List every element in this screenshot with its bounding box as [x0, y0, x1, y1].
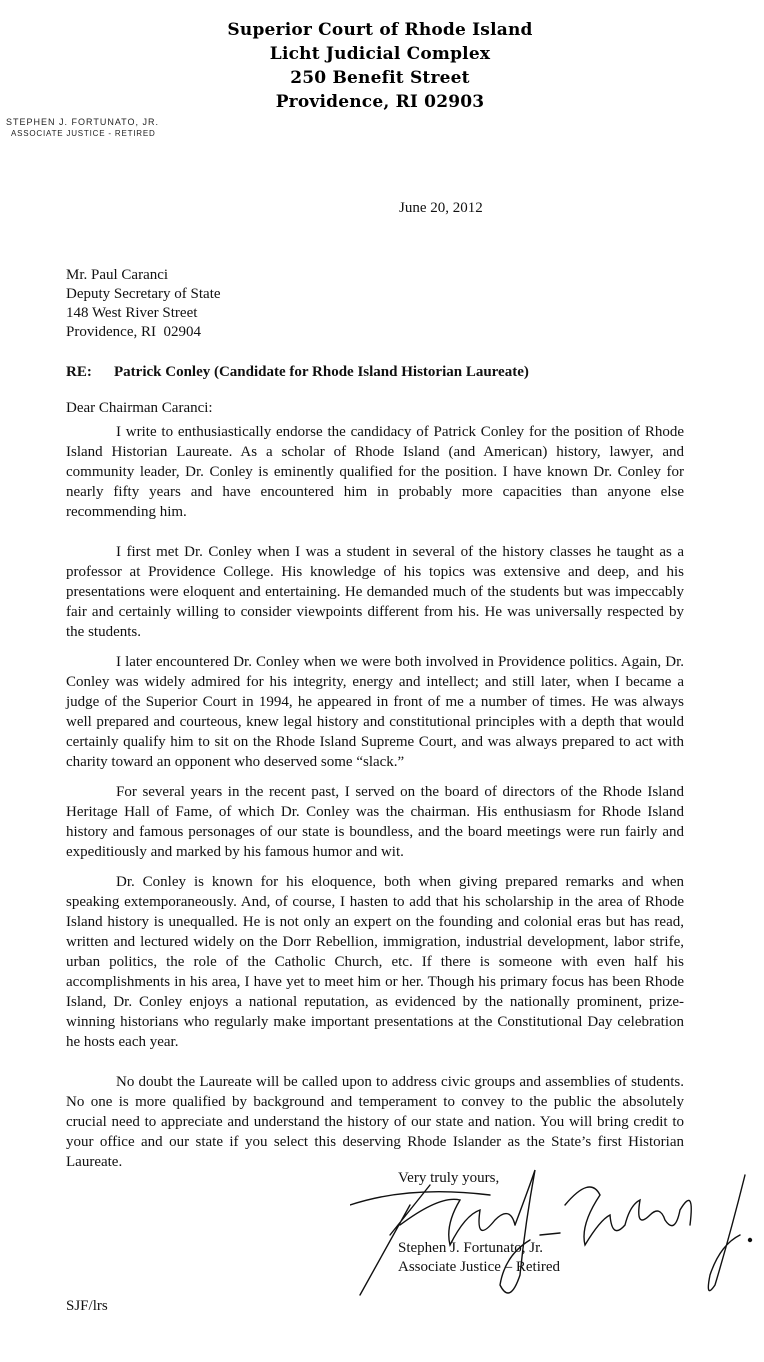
subject-text: Patrick Conley (Candidate for Rhode Island Historian Laureate) — [114, 364, 529, 380]
letter-date: June 20, 2012 — [399, 200, 483, 216]
subject-line — [66, 364, 529, 381]
sender-name: STEPHEN J. FORTUNATO, JR. — [6, 117, 160, 127]
closing: Very truly yours, — [398, 1170, 500, 1186]
recipient-address — [66, 266, 221, 342]
salutation: Dear Chairman Caranci: — [66, 400, 213, 416]
recipient-city: Providence, RI 02904 — [66, 324, 201, 340]
paragraph-4: For several years in the recent past, I served on the board of directors of the Rhode Island Heritage Hall of Fame, of which Dr. Conley was the chairman. His enthusiasm for Rhode Island history and famous personages of our state is boundless, and the board meetings were run fairly and expeditiously and marked by his famous humor and wit. — [66, 784, 684, 860]
handwritten-signature-icon — [350, 1165, 764, 1305]
letterhead — [200, 18, 560, 114]
paragraph-5: Dr. Conley is known for his eloquence, both when giving prepared remarks and when speaking extemporaneously. And, of course, I hasten to add that his scholarship in the area of Rhode Island history is unequalled. He is not only an expert on the founding and colonial eras but has read, written and lectured widely on the Dorr Rebellion, immigration, industrial development, labor strife, urban politics, the role of the Catholic Church, etc. If there is someone with even half his accomplishments in his area, I have yet to meet him or her. Though his primary focus has been Rhode Island, Dr. Conley enjoys a national reputation, as evidenced by the nationally prominent, prize-winning historians who regularly make important presentations at the Constitutional Day celebration he hosts each year. — [66, 874, 684, 1050]
paragraph-1: I write to enthusiastically endorse the candidacy of Patrick Conley for the position of Rhode Island Historian Laureate. As a scholar of Rhode Island (and American) history, lawyer, and community leader, Dr. Conley is eminently qualified for the position. I have known Dr. Conley for nearly fifty years and have encountered him in probably more capacities than anyone else recommending him. — [66, 424, 684, 520]
subject-label: RE: — [66, 364, 92, 380]
letterhead-city: Providence, RI 02903 — [275, 92, 485, 112]
sender-title: ASSOCIATE JUSTICE - RETIRED — [11, 129, 156, 138]
signer-block — [398, 1239, 560, 1277]
recipient-title: Deputy Secretary of State — [66, 286, 221, 302]
letterhead-complex: Licht Judicial Complex — [269, 44, 491, 64]
letterhead-street: 250 Benefit Street — [290, 68, 470, 88]
sender-block — [6, 116, 159, 139]
signer-name: Stephen J. Fortunato, Jr. — [398, 1240, 543, 1256]
typist-initials: SJF/lrs — [66, 1298, 108, 1314]
letterhead-court-name: Superior Court of Rhode Island — [227, 20, 533, 40]
paragraph-2: I first met Dr. Conley when I was a student in several of the history classes he taught as a professor at Providence College. His knowledge of his topics was extensive and deep, and his presentations were eloquent and entertaining. He demanded much of the students but was impeccably fair and certainly willing to consider viewpoints different from his. He was universally respected by the students. — [66, 544, 684, 640]
paragraph-3: I later encountered Dr. Conley when we were both involved in Providence politics. Again, Dr. Conley was widely admired for his integrity, energy and intellect; and still later, when I became a judge of the Superior Court in 1994, he appeared in front of me a number of times. He was always well prepared and courteous, knew legal history and constitutional principles with a depth that would certainly qualify him to sit on the Rhode Island Supreme Court, and was always prepared to act with charity toward an opponent who deserved some “slack.” — [66, 654, 684, 770]
recipient-street: 148 West River Street — [66, 305, 198, 321]
recipient-name: Mr. Paul Caranci — [66, 267, 169, 283]
signer-title: Associate Justice – Retired — [398, 1259, 561, 1275]
paragraph-6: No doubt the Laureate will be called upon to address civic groups and assemblies of students. No one is more qualified by background and temperament to convey to the public the absolutely crucial need to appreciate and understand the history of our state and nation. You will bring credit to your office and our state if you select this deserving Rhode Islander as the State’s first Historian Laureate. — [66, 1074, 684, 1170]
